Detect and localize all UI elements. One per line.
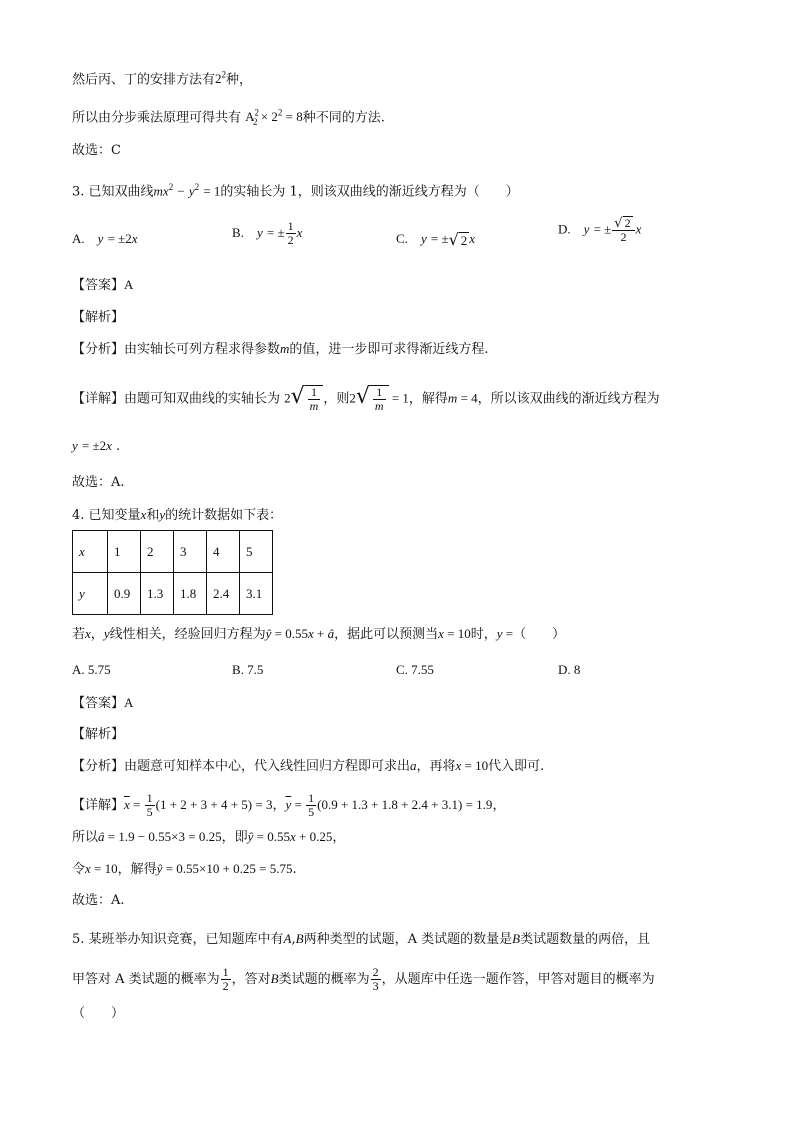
option-c: C. y = ±√ 2 x [396, 230, 476, 249]
table-cell: 1 [108, 531, 141, 573]
question-5: 5. 某班举办知识竞赛，已知题库中有A,B两种类型的试题，A 类试题的数量是B类试题数量的两倍，且 [72, 931, 651, 947]
option-b: B. y = ± $\frac{1}{2}$ x [232, 219, 303, 247]
analysis-4: 【分析】由题意可知样本中心，代入线性回归方程即可求出a，再将x = 10代入即可. [72, 758, 545, 774]
table-cell: 5 [240, 531, 273, 573]
question-4-body: 若x，y线性相关，经验回归方程为ŷ = 0.55x + â，据此可以预测当x = 10时，y =（ ） [72, 626, 566, 642]
table-row [73, 531, 273, 573]
table-cell: 1.3 [141, 573, 174, 615]
option-a: A. y = ±2x [72, 231, 138, 246]
table-cell: 3.1 [240, 573, 273, 615]
option-d: D. y = ± $\frac{√ 2}{2}$ x [558, 216, 642, 245]
table-cell: x [73, 531, 108, 573]
table-cell: 2.4 [207, 573, 240, 615]
table-cell: y [73, 573, 108, 615]
table-cell: 3 [174, 531, 207, 573]
detail-4: 【详解】$\overline{x}$ = $\frac{1}{5}$ (1 + 2 + 3 + 4 + 5) = 3，$\overline{y}$ = $\frac{1}{5}$ (0.9 + 1.3 + 1.8 + 2.4 + 3.1) = 1.9， [72, 791, 506, 819]
statistics-table [72, 530, 273, 615]
text-line-2: 所以由分步乘法原理可得共有 $A^2_2 \times 2^2 = 8$种不同的方法. [72, 108, 385, 127]
detail-3: 【详解】由题可知双曲线的实轴长为 2√ $\frac{1}{m}$ ，则2√ $\frac{1}{m}$ = 1，解得m = 4，所以该双曲线的渐近线方程为 [72, 384, 660, 413]
table-cell: 1.8 [174, 573, 207, 615]
text-line-3: 故选：C [72, 143, 121, 158]
analysis-3: 【分析】由实轴长可列方程求得参数m的值，进一步即可求得渐近线方程. [72, 341, 489, 357]
question-5-line2: 甲答对 A 类试题的概率为 $\frac{1}{2}$ ，答对B类试题的概率为 $\frac{2}{3}$ ，从题库中任选一题作答，甲答对题目的概率为 [72, 965, 655, 993]
choose-4: 故选：A. [72, 893, 125, 908]
question-5-brackets: （ ） [72, 1006, 125, 1021]
answer-3: 【答案】A [72, 277, 134, 293]
table-cell: 4 [207, 531, 240, 573]
question-4: 4. 已知变量x和y的统计数据如下表： [72, 507, 283, 523]
analysis-4-tag: 【解析】 [72, 727, 125, 742]
choose-3: 故选：A. [72, 475, 125, 490]
detail-4-line3: 令x = 10，解得ŷ = 0.55×10 + 0.25 = 5.75. [72, 861, 297, 877]
option-a: A. 5.75 [72, 662, 111, 677]
detail-3-end: y = ±2x . [72, 438, 121, 454]
option-b: B. 7.5 [232, 662, 264, 677]
option-c: C. 7.55 [396, 662, 434, 677]
question-3: 3. 已知双曲线$mx^2 - y^2 = 1$的实轴长为 1，则该双曲线的渐近线方程为（ ） [72, 182, 519, 200]
answer-4: 【答案】A [72, 695, 134, 711]
detail-4-line2: 所以â = 1.9 − 0.55×3 = 0.25，即ŷ = 0.55x + 0.25， [72, 829, 346, 845]
option-d: D. 8 [558, 662, 581, 677]
table-cell: 0.9 [108, 573, 141, 615]
table-cell: 2 [141, 531, 174, 573]
text-line-1: 然后丙、丁的安排方法有$2^2$种， [72, 70, 253, 88]
analysis-3-tag: 【解析】 [72, 310, 125, 325]
table-row [73, 573, 273, 615]
